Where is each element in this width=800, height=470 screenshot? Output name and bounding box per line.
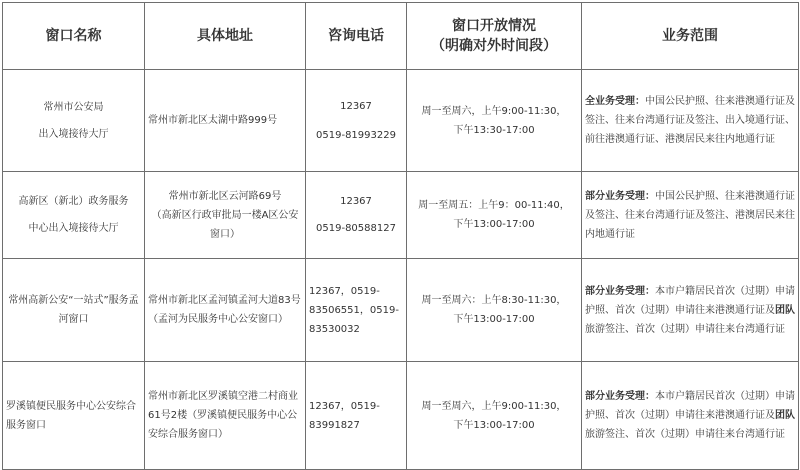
window-name-cell (3, 172, 145, 259)
window-name-cell: 罗溪镇便民服务中心公安综合服务窗口 (3, 362, 145, 470)
phone-line: 12367 (340, 196, 372, 207)
table-row (3, 259, 799, 362)
phone-cell (306, 70, 407, 172)
scope-label: 全业务受理： (585, 96, 645, 107)
scope-emphasis: 团队 (775, 304, 795, 316)
scope-emphasis: 团队 (775, 410, 795, 421)
hours-line: 周一至周六，上午9:00-11:30， (421, 105, 567, 117)
hours-line: 周一至周六，上午9:00-11:30， (421, 400, 567, 412)
window-name-line: 中心出入境接待大厅 (28, 223, 119, 234)
header-address: 具体地址 (145, 3, 306, 70)
hours-cell (407, 172, 582, 259)
hours-cell (407, 70, 582, 172)
header-hours-line1: 窗口开放情况 (452, 18, 536, 34)
address-line: 常州市新北区云河路69号 (168, 190, 282, 202)
phone-cell (306, 172, 407, 259)
address-cell: 常州市新北区罗溪镇空港二村商业61号2楼（罗溪镇便民服务中心公安综合服务窗口） (145, 362, 306, 470)
header-hours-line2: （明确对外时间段） (431, 38, 557, 54)
header-name: 窗口名称 (3, 3, 145, 70)
hours-line: 周一至周五：上午9：00-11:40， (418, 200, 570, 211)
table-row (3, 362, 799, 470)
window-name-line: 高新区（新北）政务服务 (18, 196, 129, 207)
phone-cell: 12367，0519-83991827 (306, 362, 407, 470)
hours-line: 周一至周六：上午8:30-11:30， (421, 295, 567, 306)
phone-line: 0519-80588127 (316, 223, 396, 234)
phone-line: 0519-81993229 (316, 129, 396, 141)
table-row (3, 172, 799, 259)
window-name-cell (3, 70, 145, 172)
scope-text: 旅游签注、首次（过期）申请往来台湾通行证 (585, 323, 785, 335)
hours-line: 下午13:00-17:00 (453, 419, 535, 431)
address-cell: 常州市新北区太湖中路999号 (145, 70, 306, 172)
window-name-cell: 常州高新公安“一站式”服务孟河窗口 (3, 259, 145, 362)
hours-line: 下午13:30-17:00 (453, 124, 535, 136)
scope-label: 部分业务受理： (585, 391, 655, 402)
scope-cell (582, 70, 799, 172)
address-cell (145, 172, 306, 259)
table-row (3, 70, 799, 172)
scope-text: 中国公民护照、往来港澳通行证及签注、往来台湾通行证及签注、港澳居民来往内地通行证 (585, 190, 795, 240)
scope-text: 本市户籍居民首次（过期）申请护照、首次（过期）申请往来港澳通行证及 (585, 391, 795, 421)
hours-cell (407, 362, 582, 470)
scope-cell (582, 362, 799, 470)
header-row (3, 3, 799, 70)
header-scope: 业务范围 (582, 3, 799, 70)
scope-text: 本市户籍居民首次（过期）申请护照、首次（过期）申请往来港澳通行证及 (585, 285, 795, 316)
scope-cell (582, 172, 799, 259)
scope-text: 旅游签注、首次（过期）申请往来台湾通行证 (585, 429, 785, 440)
scope-label: 部分业务受理： (585, 190, 655, 202)
phone-line: 12367 (340, 100, 372, 112)
header-phone: 咨询电话 (306, 3, 407, 70)
address-cell: 常州市新北区孟河镇孟河大道83号（孟河为民服务中心公安窗口） (145, 259, 306, 362)
window-name-line: 出入境接待大厅 (38, 128, 109, 140)
scope-text: 中国公民护照、往来港澳通行证及签注、往来台湾通行证及签注、出入境通行证、前往港澳通行证、港澳居民来往内地通行证 (585, 96, 795, 145)
header-hours (407, 3, 582, 70)
hours-cell (407, 259, 582, 362)
address-line: （高新区行政审批局一楼A区公安窗口） (151, 209, 299, 240)
hours-line: 下午13:00-17:00 (453, 314, 535, 325)
scope-cell (582, 259, 799, 362)
hours-line: 下午13:00-17:00 (453, 219, 535, 230)
phone-cell: 12367，0519-83506551，0519-83530032 (306, 259, 407, 362)
window-name-line: 常州市公安局 (43, 101, 104, 113)
scope-label: 部分业务受理： (585, 285, 655, 297)
service-window-table (2, 2, 799, 470)
